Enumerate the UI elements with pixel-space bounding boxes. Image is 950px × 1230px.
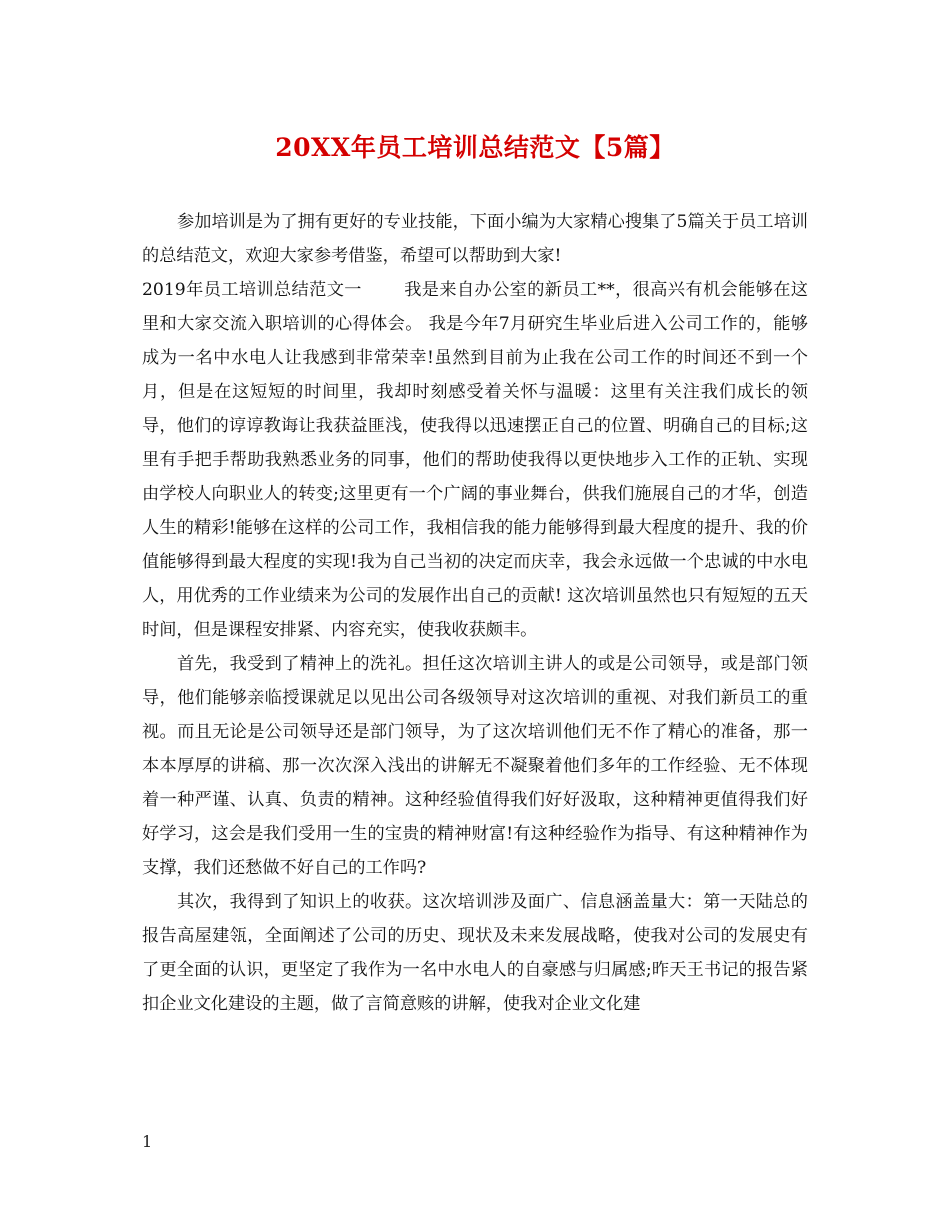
paragraph-1-text: 我是来自办公室的新员工**，很高兴有机会能够在这里和大家交流入职培训的心得体会。 我是今年7月研究生毕业后进入公司工作的，能够成为一名中水电人让我感到非常荣幸!虽然到目前为止我在公司工作的时间还不到一个月，但是在这短短的时间里，我却时刻感受着关怀与温暖：这里有关注我们成长的领导，他们的谆谆教诲让我获益匪浅，使我得以迅速摆正自己的位置、明确自己的目标;这里有手把手帮助我熟悉业务的同事，他们的帮助使我得以更快地步入工作的正轨、实现由学校人向职业人的转变;这里更有一个广阔的事业舞台，供我们施展自己的才华，创造人生的精彩!能够在这样的公司工作，我相信我的能力能够得到最大程度的提升、我的价值能够得到最大程度的实现!我为自己当初的决定而庆幸，我会永远做一个忠诚的中水电人，用优秀的工作业绩来为公司的发展作出自己的贡献! 这次培训虽然也只有短短的五天时间，但是课程安排紧、内容充实，使我收获颇丰。 bbox=[142, 280, 808, 640]
paragraph-3: 其次，我得到了知识上的收获。这次培训涉及面广、信息涵盖量大：第一天陆总的报告高屋建瓴，全面阐述了公司的历史、现状及未来发展战略，使我对公司的发展史有了更全面的认识，更坚定了我作为一名中水电人的自豪感与归属感;昨天王书记的报告紧扣企业文化建设的主题，做了言简意赅的讲解，使我对企业文化建 bbox=[142, 892, 808, 1014]
paragraph-2: 首先，我受到了精神上的洗礼。担任这次培训主讲人的或是公司领导，或是部门领导，他们能够亲临授课就足以见出公司各级领导对这次培训的重视、对我们新员工的重视。而且无论是公司领导还是部门领导，为了这次培训他们无不作了精心的准备，那一本本厚厚的讲稿、那一次次深入浅出的讲解无不凝聚着他们多年的工作经验、无不体现着一种严谨、认真、负责的精神。这种经验值得我们好好汲取，这种精神更值得我们好好学习，这会是我们受用一生的宝贵的精神财富!有这种经验作为指导、有这种精神作为支撑，我们还愁做不好自己的工作吗? bbox=[142, 654, 808, 878]
page-number: 1 bbox=[142, 1132, 153, 1151]
section-heading: 2019年员工培训总结范文一 bbox=[142, 280, 362, 300]
document-title: 20XX年员工培训总结范文【5篇】 bbox=[275, 133, 675, 162]
section-one-paragraph bbox=[142, 273, 808, 647]
intro-paragraph: 参加培训是为了拥有更好的专业技能，下面小编为大家精心搜集了5篇关于员工培训的总结范文，欢迎大家参考借鉴，希望可以帮助到大家! bbox=[142, 212, 808, 266]
document-body bbox=[142, 205, 808, 1021]
